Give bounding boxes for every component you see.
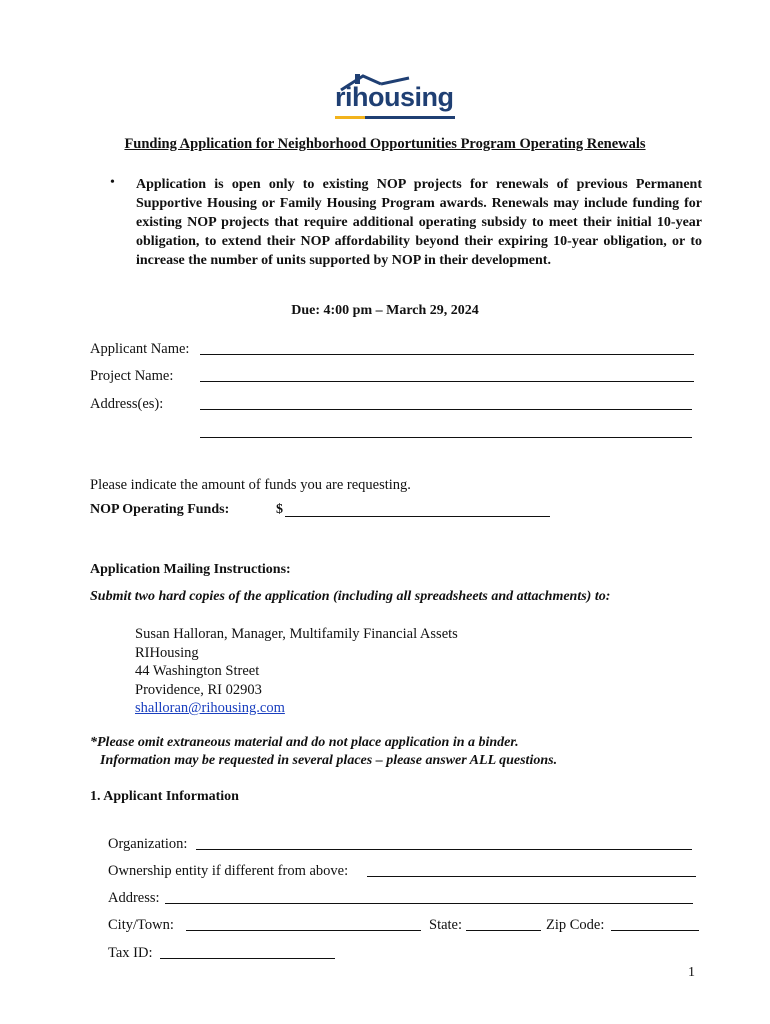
state-label: State: — [429, 917, 463, 933]
zip-label: Zip Code: — [546, 917, 605, 933]
recipient-email-link[interactable]: shalloran@rihousing.com — [135, 700, 285, 716]
address-input-1[interactable] — [200, 396, 692, 410]
note-line-1: *Please omit extraneous material and do not place application in a binder. — [90, 735, 519, 750]
tax-id-label: Tax ID: — [108, 945, 153, 961]
recipient-name: Susan Halloran, Manager, Multifamily Financial Assets — [135, 626, 458, 642]
applicant-name-label: Applicant Name: — [90, 341, 190, 357]
recipient-org: RIHousing — [135, 644, 199, 661]
state-input[interactable] — [466, 917, 541, 931]
applicant-name-row — [90, 340, 189, 358]
eligibility-bullet — [112, 175, 702, 270]
applicant-name-input[interactable] — [200, 341, 694, 355]
dollar-sign: $ — [276, 502, 283, 517]
organization-input[interactable] — [196, 836, 692, 850]
city-label: City/Town: — [108, 917, 174, 933]
page-number: 1 — [688, 965, 695, 980]
nop-funds-label: NOP Operating Funds: — [90, 502, 230, 517]
addresses-label: Address(es): — [90, 396, 164, 412]
due-date: Due: 4:00 pm – March 29, 2024 — [291, 303, 479, 318]
bullet-icon: • — [110, 175, 115, 190]
mailing-heading: Application Mailing Instructions: — [90, 562, 291, 577]
note-line-2: Information may be requested in several places – please answer ALL questions. — [100, 753, 558, 768]
ownership-label: Ownership entity if different from above: — [108, 863, 349, 879]
rihousing-logo — [333, 72, 458, 120]
funds-prompt: Please indicate the amount of funds you are requesting. — [90, 477, 411, 493]
page-title: Funding Application for Neighborhood Opportunities Program Operating Renewals — [124, 136, 646, 152]
mailing-address — [135, 625, 458, 718]
tax-id-input[interactable] — [160, 945, 335, 959]
organization-label: Organization: — [108, 836, 188, 852]
project-name-input[interactable] — [200, 368, 694, 382]
project-name-row — [90, 367, 173, 385]
address-label: Address: — [108, 890, 160, 906]
logo-housing-text: housing — [352, 82, 454, 112]
zip-input[interactable] — [611, 917, 699, 931]
address-input[interactable] — [165, 890, 693, 904]
addresses-row — [90, 395, 163, 413]
nop-funds-input[interactable] — [285, 503, 550, 517]
ownership-input[interactable] — [367, 863, 696, 877]
recipient-city: Providence, RI 02903 — [135, 681, 262, 698]
project-name-label: Project Name: — [90, 368, 174, 384]
mailing-instruction: Submit two hard copies of the application (including all spreadsheets and attachments) to: — [90, 589, 611, 604]
eligibility-text: Application is open only to existing NOP projects for renewals of previous Permanent Supportive Housing or Family Housing Program awards. Renewals may include funding for existing NOP projects that require additional operating subsidy to meet their initial 10-year obligation, to extend their NOP affordability beyond their expiring 10-year obligation, or to increase the number of units supported by NOP in their development. — [136, 177, 702, 268]
address-input-2[interactable] — [200, 424, 692, 438]
logo-ri-text: ri — [335, 82, 353, 112]
section-1-heading: 1. Applicant Information — [90, 789, 239, 804]
city-input[interactable] — [186, 917, 421, 931]
recipient-street: 44 Washington Street — [135, 663, 260, 679]
